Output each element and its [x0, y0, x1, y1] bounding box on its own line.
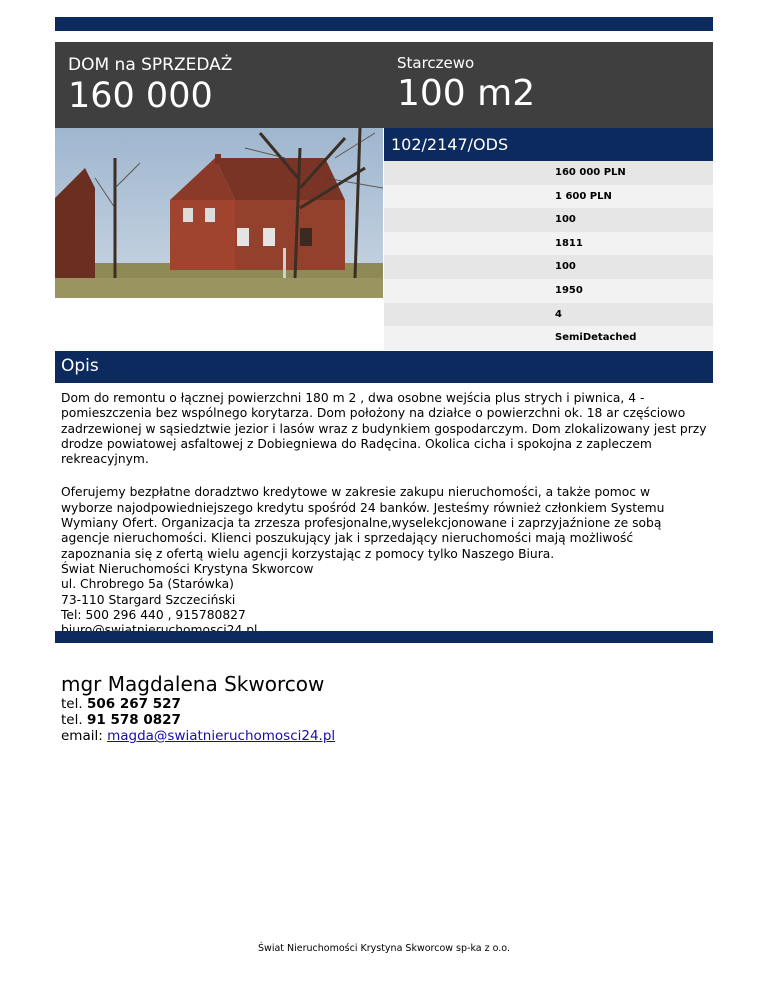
offer-type-label: DOM na SPRZEDAŻ	[68, 55, 233, 75]
tel-label: tel.	[61, 712, 83, 728]
offer-price: 160 000	[68, 76, 213, 116]
phone-number-1: 506 267 527	[86, 696, 181, 712]
description-body	[61, 391, 709, 638]
details-table	[384, 161, 713, 350]
offer-header	[55, 42, 713, 128]
description-line: Wymiany Ofert. Organizacja ta zrzesza profesjonalne,wyselekcjonowane i zaprzyjaźnione ze sobą	[61, 516, 662, 531]
agent-phone-1	[61, 696, 335, 712]
top-banner-bar	[55, 17, 713, 31]
description-line: zapoznania się z ofertą wielu agencji korzystając z pomocy tylko Naszego Biura.	[61, 546, 555, 561]
footer-text: Świat Nieruchomości Krystyna Skworcow sp-ka z o.o.	[258, 943, 510, 954]
section-divider-bar	[55, 631, 713, 643]
detail-value: 100	[555, 214, 576, 226]
description-line: wyborze najodpowiedniejszego kredytu spośród 24 banków. Jesteśmy również członkiem Systemu	[61, 500, 665, 515]
detail-value: 1811	[555, 237, 583, 249]
agent-name: mgr Magdalena Skworcow	[61, 672, 325, 696]
detail-row	[384, 279, 713, 303]
detail-row	[384, 303, 713, 327]
agent-email	[61, 728, 335, 744]
description-paragraph-1: Dom do remontu o łącznej powierzchni 180 m 2 , dwa osobne wejścia plus strych i piwnica, 4 - pomieszczenia bez wspólnego korytarza. Dom położony na działce o powierzchni ok. 18 ar częściowo zadrzewionej w sąsiedztwie jezior i lasów wraz z budynkiem gospodarczym. Dom zlokalizowany jest przy drodze powiatowej asfaltowej z Dobiegniewa do Radęcina. Okolica cicha i spokojna z zapleczem rekreacyjnym.	[61, 391, 707, 467]
detail-value: 100	[555, 261, 576, 273]
offer-area: 100 m2	[397, 73, 536, 114]
agent-phone-2	[61, 712, 335, 728]
detail-value: 1 600 PLN	[555, 190, 612, 202]
detail-value: 4	[555, 308, 562, 320]
detail-value: 1950	[555, 284, 583, 296]
description-line: ul. Chrobrego 5a (Starówka)	[61, 577, 234, 592]
offer-city: Starczewo	[397, 54, 475, 72]
detail-row	[384, 208, 713, 232]
description-heading: Opis	[61, 356, 99, 376]
email-link[interactable]: magda@swiatnieruchomosci24.pl	[107, 728, 336, 744]
description-line: agencje nieruchomości. Klienci poszukujący jak i sprzedający nieruchomości mają możliwość	[61, 531, 634, 546]
reference-bar	[384, 128, 713, 161]
detail-value: 160 000 PLN	[555, 167, 626, 178]
description-line: Tel: 500 296 440 , 915780827	[61, 607, 246, 622]
agent-contact	[61, 672, 335, 744]
reference-number: 102/2147/ODS	[391, 135, 509, 154]
detail-row	[384, 161, 713, 185]
description-line: 73-110 Stargard Szczeciński	[61, 592, 236, 607]
email-label: email:	[61, 728, 103, 744]
description-line: Oferujemy bezpłatne doradztwo kredytowe w zakresie zakupu nieruchomości, a także pomoc w	[61, 485, 651, 500]
detail-row	[384, 255, 713, 279]
detail-value: SemiDetached	[555, 332, 637, 344]
paragraph-gap	[61, 467, 709, 485]
detail-row	[384, 232, 713, 256]
description-heading-bar	[55, 351, 713, 383]
detail-row	[384, 185, 713, 209]
phone-number-2: 91 578 0827	[86, 712, 181, 728]
tel-label: tel.	[61, 696, 83, 712]
detail-row	[384, 326, 713, 350]
description-line: Świat Nieruchomości Krystyna Skworcow	[61, 561, 314, 576]
property-photo	[55, 128, 383, 298]
